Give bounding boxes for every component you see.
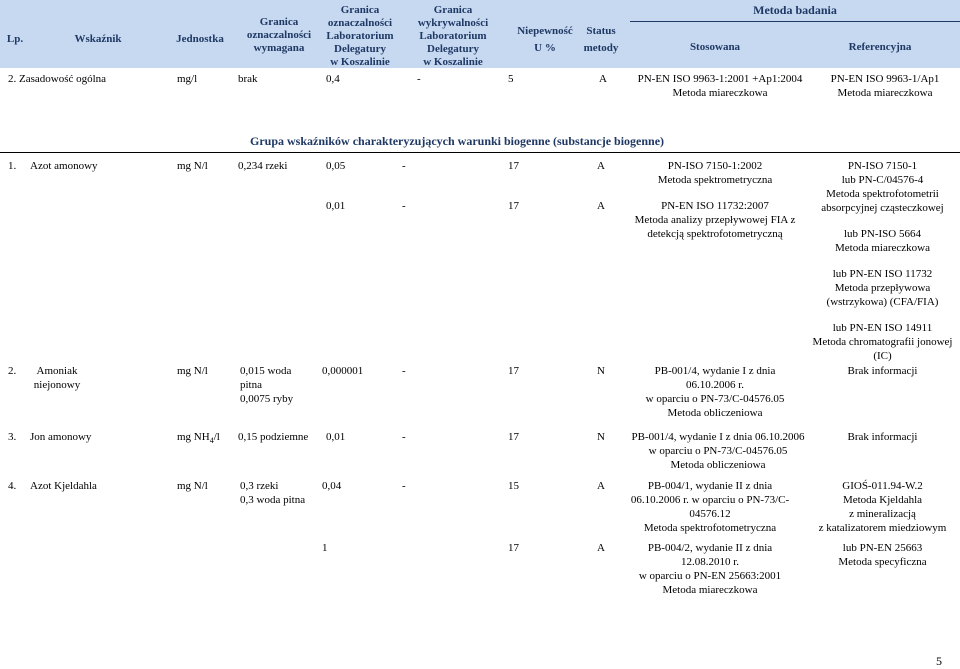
row-zasadowosc-gr-wym: brak xyxy=(238,73,258,85)
row-amoniak-ref: Brak informacji xyxy=(847,365,918,377)
row-kjeldahl-b-status: A xyxy=(597,542,605,554)
group-divider xyxy=(0,152,960,153)
row-jon-amonowy-gr-wym: 0,15 podziemne xyxy=(238,431,309,443)
row-azot-amonowy-gr-wym: 0,234 rzeki xyxy=(238,160,288,172)
row-kjeldahl-b-u: 17 xyxy=(508,542,519,554)
row-kjeldahl-a-lab: 0,04 xyxy=(322,480,342,492)
row-jon-amonowy-status: N xyxy=(597,431,605,443)
header-status-metody: Status metody xyxy=(583,25,619,54)
header-stosowana: Stosowana xyxy=(689,41,741,53)
row-azot-amonowy-b-stos: PN-EN ISO 11732:2007 Metoda analizy przepływowej FIA z detekcją spektrofotometryczną xyxy=(634,200,796,240)
row-kjeldahl-a-wykr: - xyxy=(402,480,406,492)
row-zasadowosc-status: A xyxy=(599,73,607,85)
row-azot-amonowy-a-wykr: - xyxy=(402,160,406,172)
header-granica-wymagana: Granica oznaczalności wymagana xyxy=(246,16,312,54)
row-kjeldahl-gr-wym: 0,3 rzeki 0,3 woda pitna xyxy=(240,480,306,506)
row-kjeldahl-name: Azot Kjeldahla xyxy=(30,480,97,492)
row-kjeldahl-unit: mg N/l xyxy=(177,480,208,492)
header-divider xyxy=(630,21,960,22)
row-azot-amonowy-b-lab: 0,01 xyxy=(326,200,346,212)
row-azot-amonowy-name: Azot amonowy xyxy=(30,160,98,172)
row-amoniak-status: N xyxy=(597,365,605,377)
row-amoniak-u: 17 xyxy=(508,365,519,377)
header-metoda-badania: Metoda badania xyxy=(753,3,837,17)
row-kjeldahl-a-stos: PB-004/1, wydanie II z dnia 06.10.2006 r. w oparciu o PN-73/C- 04576.12 Metoda spektrofotometryczna xyxy=(630,480,790,534)
header-lp: Lp. xyxy=(6,33,24,45)
row-zasadowosc-gr-wykr: - xyxy=(417,73,421,85)
row-jon-amonowy-lab: 0,01 xyxy=(326,431,346,443)
row-zasadowosc-gr-lab: 0,4 xyxy=(326,73,340,85)
row-azot-amonowy-b-u: 17 xyxy=(508,200,519,212)
row-amoniak-stos: PB-001/4, wydanie I z dnia 06.10.2006 r. w oparciu o PN-73/C-04576.05 Metoda obliczeniowa xyxy=(645,365,785,419)
row-kjeldahl-a-u: 15 xyxy=(508,480,519,492)
header-wskaznik: Wskaźnik xyxy=(74,33,122,45)
row-amoniak-lp: 2. xyxy=(8,365,17,377)
row-jon-amonowy-wykr: - xyxy=(402,431,406,443)
page-number: 5 xyxy=(936,654,942,668)
row-kjeldahl-a-status: A xyxy=(597,480,605,492)
row-zasadowosc-name: 2. Zasadowość ogólna xyxy=(8,73,107,85)
header-referencyjna: Referencyjna xyxy=(848,41,912,53)
row-kjeldahl-b-stos: PB-004/2, wydanie II z dnia 12.08.2010 r. w oparciu o PN-EN 25663:2001 Metoda miareczkowa xyxy=(638,542,782,596)
row-jon-amonowy-stos: PB-001/4, wydanie I z dnia 06.10.2006 w oparciu o PN-73/C-04576.05 Metoda obliczeniowa xyxy=(631,431,805,471)
row-jon-amonowy-lp: 3. xyxy=(8,431,17,443)
row-azot-amonowy-b-wykr: - xyxy=(402,200,406,212)
header-granica-wykrywalnosci: Granica wykrywalności Laboratorium Delegatury w Koszalinie xyxy=(417,4,489,68)
row-amoniak-name: Amoniak niejonowy xyxy=(33,365,81,391)
row-kjeldahl-b-ref: lub PN-EN 25663 Metoda specyficzna xyxy=(838,542,927,568)
header-niepewnosc: Niepewność U % xyxy=(517,25,573,54)
row-azot-amonowy-a-stos: PN-ISO 7150-1:2002 Metoda spektrometryczna xyxy=(657,160,773,186)
row-azot-amonowy-lp: 1. xyxy=(8,160,17,172)
row-kjeldahl-lp: 4. xyxy=(8,480,17,492)
row-azot-amonowy-a-u: 17 xyxy=(508,160,519,172)
row-zasadowosc-stos: PN-EN ISO 9963-1:2001 +Ap1:2004 Metoda miareczkowa xyxy=(637,73,803,99)
row-amoniak-wykr: - xyxy=(402,365,406,377)
row-zasadowosc-u: 5 xyxy=(508,73,514,85)
row-zasadowosc-ref: PN-EN ISO 9963-1/Ap1 Metoda miareczkowa xyxy=(830,73,940,99)
row-jon-amonowy-unit: mg $NH_4/l$ xyxy=(177,431,220,446)
row-jon-amonowy-name: Jon amonowy xyxy=(30,431,92,443)
row-azot-amonowy-a-lab: 0,05 xyxy=(326,160,346,172)
row-zasadowosc-unit: mg/l xyxy=(177,73,198,85)
row-jon-amonowy-u: 17 xyxy=(508,431,519,443)
row-amoniak-gr-wym: 0,015 woda pitna 0,0075 ryby xyxy=(240,365,294,405)
header-granica-oznaczalnosci-lab: Granica oznaczalności Laboratorium Delegatury w Koszalinie xyxy=(326,4,394,68)
group-title: Grupa wskaźników charakteryzujących warunki biogenne (substancje biogenne) xyxy=(250,134,665,148)
row-azot-amonowy-b-status: A xyxy=(597,200,605,212)
row-kjeldahl-a-ref: GIOŚ-011.94-W.2 Metoda Kjeldahla z mineralizacją z katalizatorem miedziowym xyxy=(818,480,947,534)
row-jon-amonowy-ref: Brak informacji xyxy=(847,431,918,443)
row-amoniak-lab: 0,000001 xyxy=(322,365,364,377)
row-azot-amonowy-unit: mg N/l xyxy=(177,160,208,172)
row-amoniak-unit: mg N/l xyxy=(177,365,208,377)
header-jednostka: Jednostka xyxy=(176,33,224,45)
row-azot-amonowy-a-status: A xyxy=(597,160,605,172)
row-kjeldahl-b-lab: 1 xyxy=(322,542,328,554)
row-azot-amonowy-ref: PN-ISO 7150-1 lub PN-C/04576-4 Metoda spektrofotometrii absorpcyjnej cząsteczkowej lub PN-ISO 5664 Metoda miareczkowa lub PN-EN ISO 11732 Metoda przepływowa (wstrzykowa) (CFA/FIA) lub PN-EN ISO 14911 Metoda chromatografii jonowej (IC) xyxy=(812,160,953,362)
